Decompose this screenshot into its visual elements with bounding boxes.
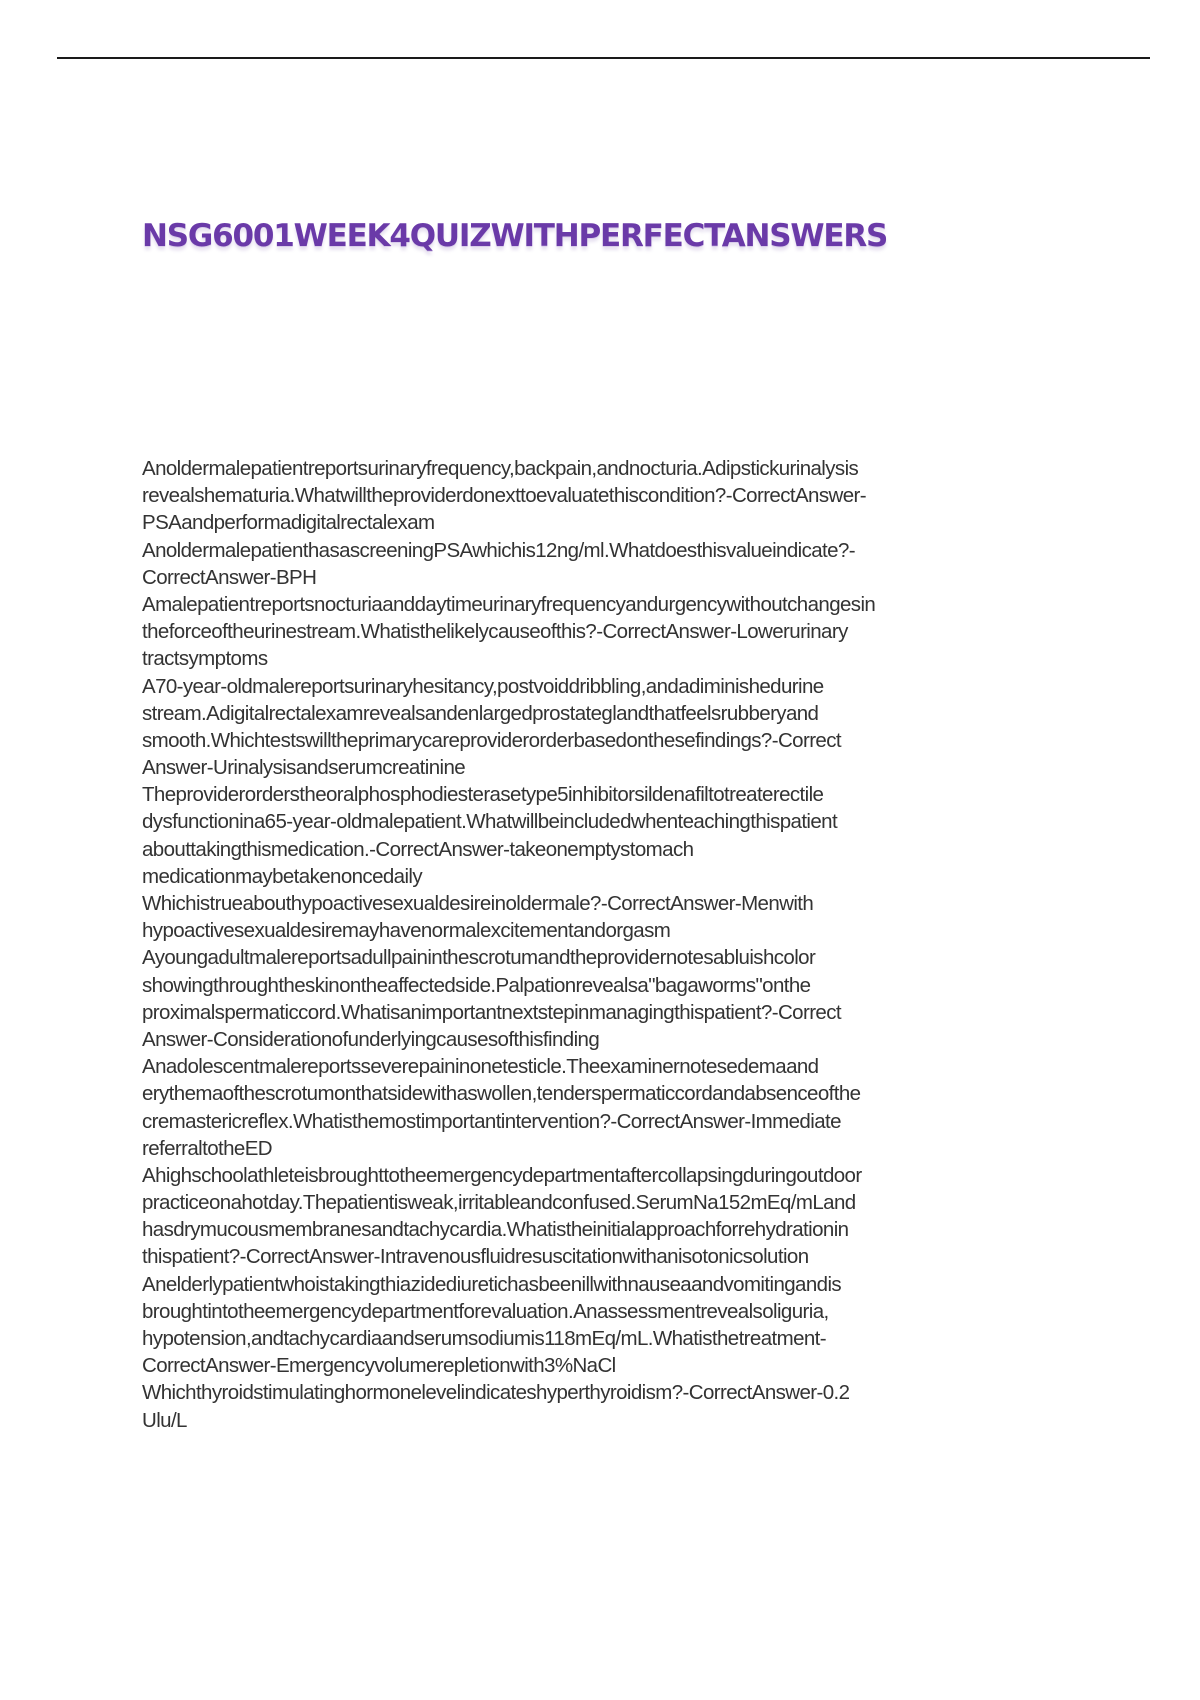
text-line: A70-year-oldmalereportsurinaryhesitancy,postvoiddribbling,andadiminishedurine bbox=[142, 674, 824, 698]
text-line: Whichistrueabouthypoactivesexualdesireinoldermale?-CorrectAnswer-Menwith bbox=[142, 892, 814, 915]
header-rule bbox=[57, 57, 1150, 59]
text-line: referraltotheED bbox=[142, 1136, 273, 1160]
text-line: Anadolescentmalereportsseverepaininonetesticle.Theexaminernotesedemaand bbox=[142, 1055, 819, 1079]
text-line: hasdrymucousmembranesandtachycardia.Whatistheinitialapproachforrehydrationin bbox=[142, 1218, 849, 1242]
question-answer-body bbox=[142, 455, 1067, 1434]
text-line: broughtintotheemergencydepartmentforevaluation.Anassessmentrevealsoliguria, bbox=[142, 1299, 829, 1323]
text-line: PSAandperformadigitalrectalexam bbox=[142, 511, 435, 535]
text-line: hypoactivesexualdesiremayhavenormalexcitementandorgasm bbox=[142, 919, 671, 943]
text-line: Answer-Considerationofunderlyingcausesofthisfinding bbox=[142, 1027, 600, 1051]
text-line: Anoldermalepatientreportsurinaryfrequency,backpain,andnocturia.Adipstickurinalysis bbox=[142, 457, 859, 480]
text-line: Ayoungadultmalereportsadullpaininthescrotumandtheprovidernotesabluishcolor bbox=[142, 946, 816, 970]
text-line: Amalepatientreportsnocturiaanddaytimeurinaryfrequencyandurgencywithoutchangesin bbox=[142, 592, 876, 616]
text-line: Theproviderorderstheoralphosphodiesterasetype5inhibitorsildenafiltotreaterectile bbox=[142, 783, 824, 807]
text-line: smooth.Whichtestswilltheprimarycareproviderorderbasedonthesefindings?-Correct bbox=[142, 728, 841, 752]
text-line: erythemaofthescrotumonthatsidewithaswollen,tenderspermaticcordandabsenceofthe bbox=[142, 1082, 861, 1106]
text-line: revealshematuria.Whatwilltheproviderdonexttoevaluatethiscondition?-CorrectAnswer- bbox=[142, 484, 866, 508]
text-line: AnoldermalepatienthasascreeningPSAwhichis12ng/ml.Whatdoesthisvalueindicate?- bbox=[142, 538, 855, 562]
text-line: Ulu/L bbox=[142, 1408, 187, 1432]
text-line: Answer-Urinalysisandserumcreatinine bbox=[142, 756, 466, 780]
text-line: Ahighschoolathleteisbroughttotheemergencydepartmentaftercollapsingduringoutdoor bbox=[142, 1163, 862, 1187]
text-line: dysfunctionina65-year-oldmalepatient.Whatwillbeincludedwhenteachingthispatient bbox=[142, 810, 838, 834]
text-line: Whichthyroidstimulatinghormonelevelindicateshyperthyroidism?-CorrectAnswer-0.2 bbox=[142, 1381, 850, 1405]
text-line: thispatient?-CorrectAnswer-Intravenousfluidresuscitationwithanisotonicsolution bbox=[142, 1245, 809, 1269]
text-line: proximalspermaticcord.Whatisanimportantnextstepinmanagingthispatient?-Correct bbox=[142, 1000, 841, 1024]
text-line: theforceoftheurinestream.Whatisthelikelycauseofthis?-CorrectAnswer-Lowerurinary bbox=[142, 620, 848, 644]
text-line: practiceonahotday.Thepatientisweak,irritableandconfused.SerumNa152mEq/mLand bbox=[142, 1191, 856, 1215]
text-line: CorrectAnswer-BPH bbox=[142, 565, 317, 589]
text-line: tractsymptoms bbox=[142, 647, 268, 671]
text-line: Anelderlypatientwhoistakingthiazidediuretichasbeenillwithnauseaandvomitingandis bbox=[142, 1272, 842, 1296]
text-line: stream.Adigitalrectalexamrevealsandenlargedprostateglandthatfeelsrubberyand bbox=[142, 701, 819, 725]
text-line: hypotension,andtachycardiaandserumsodiumis118mEq/mL.Whatisthetreatment- bbox=[142, 1327, 827, 1350]
text-line: medicationmaybetakenoncedaily bbox=[142, 864, 423, 888]
text-line: abouttakingthismedication.-CorrectAnswer-takeonemptystomach bbox=[142, 837, 694, 861]
text-line: cremastericreflex.Whatisthemostimportantintervention?-CorrectAnswer-Immediate bbox=[142, 1109, 841, 1133]
document-title: NSG6001WEEK4QUIZWITHPERFECTANSWERS bbox=[142, 218, 888, 254]
text-line: CorrectAnswer-Emergencyvolumerepletionwith3%NaCl bbox=[142, 1354, 616, 1378]
text-line: showingthroughtheskinontheaffectedside.Palpationrevealsa"bagaworms"onthe bbox=[142, 973, 811, 997]
